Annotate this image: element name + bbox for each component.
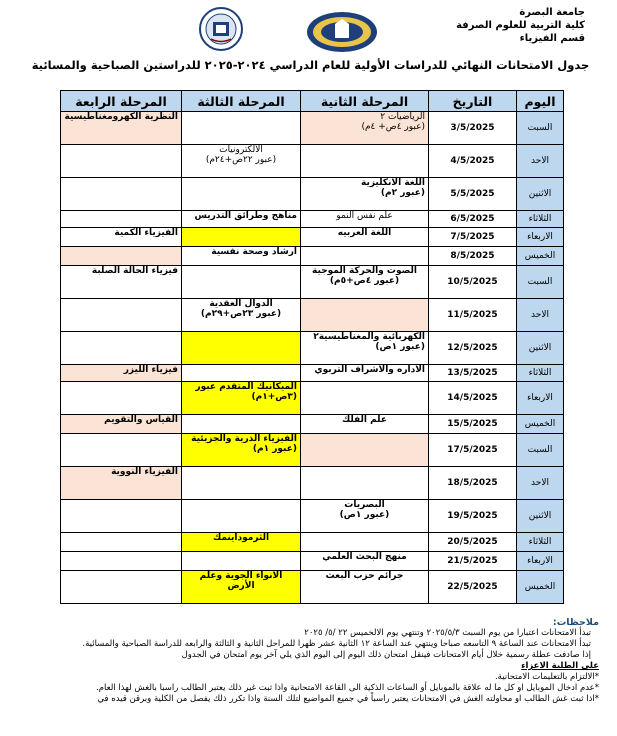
note-item: إذا صادفت عطلة رسمية خلال أيام الامتحانات فينقل امتحان ذلك اليوم إلى اليوم الذي يلي آخر يوم امتحان في الجدول (181, 650, 591, 660)
table-row (61, 533, 564, 552)
cell-date: 22/5/2025 (429, 571, 517, 604)
cell-stage4 (61, 552, 182, 571)
cell-stage2: الاداره والاشراف التربوي (301, 365, 429, 382)
cell-stage4 (61, 500, 182, 533)
cell-stage3: الميكانيك المتقدم عبور (٣ص+١م) (182, 382, 301, 415)
table-row (61, 299, 564, 332)
cell-stage2: الصوت والحركة الموجية (عبور ٤ص+٥م) (301, 266, 429, 299)
cell-date: 21/5/2025 (429, 552, 517, 571)
cell-stage2 (301, 247, 429, 266)
cell-stage3 (182, 178, 301, 211)
table-row (61, 434, 564, 467)
cell-date: 17/5/2025 (429, 434, 517, 467)
cell-stage2 (301, 382, 429, 415)
exam-schedule-table (60, 90, 564, 604)
cell-stage3 (182, 500, 301, 533)
cell-day: السبت (517, 434, 564, 467)
cell-date: 20/5/2025 (429, 533, 517, 552)
cell-stage4: الفيزياء النووية (61, 467, 182, 500)
cell-date: 6/5/2025 (429, 211, 517, 228)
cell-day: السبت (517, 266, 564, 299)
cell-day: الثلاثاء (517, 365, 564, 382)
cell-day: الاربعاء (517, 382, 564, 415)
table-row (61, 266, 564, 299)
cell-stage4: النظرية الكهرومغناطيسية (61, 112, 182, 145)
cell-date: 13/5/2025 (429, 365, 517, 382)
cell-day: السبت (517, 112, 564, 145)
cell-day: الاربعاء (517, 552, 564, 571)
cell-stage3 (182, 467, 301, 500)
cell-stage4 (61, 382, 182, 415)
note-item: تبدأ الامتحانات عند الساعة ٩ التاسعه صباحا وينتهي عند الساعة ١٢ الثانية عشر ظهرا للمراحل الثانية و الثالثة والرابعه للدراسة الصباحية والمسائية. (82, 639, 591, 649)
university-logo (197, 6, 245, 52)
college-logo (305, 10, 379, 54)
cell-stage2: جرائم حزب البعث (301, 571, 429, 604)
cell-day: الثلاثاء (517, 211, 564, 228)
cell-date: 5/5/2025 (429, 178, 517, 211)
cell-date: 15/5/2025 (429, 415, 517, 434)
header-date: التاريخ (429, 91, 517, 112)
cell-day: الاثنين (517, 178, 564, 211)
cell-day: الاثنين (517, 332, 564, 365)
table-row (61, 178, 564, 211)
cell-stage3: الدوال العقدية (عبور ٢٣ص+٢٩م) (182, 299, 301, 332)
cell-day: الاحد (517, 299, 564, 332)
cell-date: 7/5/2025 (429, 228, 517, 247)
table-body (61, 112, 564, 604)
cell-stage4 (61, 211, 182, 228)
header-day: اليوم (517, 91, 564, 112)
notes-label: ملاحظات: (552, 617, 599, 628)
cell-date: 10/5/2025 (429, 266, 517, 299)
cell-stage3 (182, 266, 301, 299)
cell-stage3 (182, 228, 301, 247)
department-name: قسم الفيزياء (519, 33, 585, 44)
cell-day: الاحد (517, 145, 564, 178)
cell-stage4 (61, 299, 182, 332)
cell-stage3: الثرموداينمك (182, 533, 301, 552)
cell-stage3: الالكترونيات (عبور ٢٢ص+٢٤م) (182, 145, 301, 178)
cell-date: 3/5/2025 (429, 112, 517, 145)
table-row (61, 228, 564, 247)
table-row (61, 145, 564, 178)
cell-date: 19/5/2025 (429, 500, 517, 533)
cell-stage4: فيزياء الحالة الصلبة (61, 266, 182, 299)
cell-stage2 (301, 145, 429, 178)
cell-stage4 (61, 332, 182, 365)
cell-day: الاحد (517, 467, 564, 500)
cell-stage4 (61, 145, 182, 178)
notes-section (14, 617, 599, 705)
cell-day: الخميس (517, 415, 564, 434)
cell-stage4 (61, 247, 182, 266)
header-stage2: المرحلة الثانية (301, 91, 429, 112)
college-name: كلية التربية للعلوم الصرفة (456, 20, 585, 31)
cell-day: الاثنين (517, 500, 564, 533)
cell-stage4 (61, 571, 182, 604)
student-note-item: *عدم ادخال الموبايل او كل ما له علاقة بالموبايل أو الساعات الذكية الى القاعة الامتحانية واذا ثبت غير ذلك يعتبر الطالب راسبا بالغش لهذا العام. (96, 683, 599, 693)
cell-stage4 (61, 434, 182, 467)
table-row (61, 571, 564, 604)
cell-stage2 (301, 434, 429, 467)
cell-stage2 (301, 467, 429, 500)
cell-day: الخميس (517, 247, 564, 266)
page-title: جدول الامتحانات النهائي للدراسات الأولية للعام الدراسي ٢٠٢٤-٢٠٢٥ للدراستين الصباحية والمسائية (31, 58, 590, 72)
cell-date: 11/5/2025 (429, 299, 517, 332)
cell-date: 12/5/2025 (429, 332, 517, 365)
cell-stage2: منهج البحث العلمي (301, 552, 429, 571)
cell-date: 8/5/2025 (429, 247, 517, 266)
cell-day: الاربعاء (517, 228, 564, 247)
cell-stage3 (182, 112, 301, 145)
cell-stage2: اللغة العربيه (301, 228, 429, 247)
cell-stage4: الفيزياء الكمية (61, 228, 182, 247)
student-note-item: *اذا ثبت غش الطالب او محاولته الغش في الامتحانات يعتبر راسباً في جميع المواضيع لتلك السنة واذا تكرر ذلك يفصل من الكلية وبرقن قيده في (97, 694, 599, 704)
header-stage3: المرحلة الثالثة (182, 91, 301, 112)
cell-stage3 (182, 332, 301, 365)
table-row (61, 467, 564, 500)
cell-stage2: البصريات (عبور ١ص) (301, 500, 429, 533)
cell-stage3 (182, 552, 301, 571)
table-row (61, 247, 564, 266)
cell-stage2 (301, 533, 429, 552)
cell-stage3: مناهج وطرائق التدريس (182, 211, 301, 228)
students-heading: على الطلبة الاعزاء (521, 661, 599, 671)
table-row (61, 211, 564, 228)
table-row (61, 112, 564, 145)
note-item: تبدأ الامتحانات اعتبارا من يوم السبت ٢٠٢٥/٥/٣ وتنتهي يوم الالخميس ٢٢ /٥/ ٢٠٢٥ (304, 628, 591, 638)
cell-stage2: اللغة الانكليزية (عبور ٢م) (301, 178, 429, 211)
cell-stage4 (61, 178, 182, 211)
cell-date: 4/5/2025 (429, 145, 517, 178)
cell-stage3: ارشاد وصحة نفسية (182, 247, 301, 266)
table-row (61, 415, 564, 434)
cell-stage2: الرياضيات ٢ (عبور ٤ص+ ٤م) (301, 112, 429, 145)
header-stage4: المرحلة الرابعة (61, 91, 182, 112)
cell-stage3: الفيزياء الذرية والجزيئية (عبور ١م) (182, 434, 301, 467)
cell-day: الثلاثاء (517, 533, 564, 552)
table-header-row (61, 91, 564, 112)
cell-stage2: الكهربائية والمغناطيسية٢ (عبور ١ص) (301, 332, 429, 365)
cell-date: 18/5/2025 (429, 467, 517, 500)
table-row (61, 382, 564, 415)
cell-stage3: الانواء الجوية وعلم الأرض (182, 571, 301, 604)
table-row (61, 332, 564, 365)
table-row (61, 500, 564, 533)
cell-stage2 (301, 299, 429, 332)
table-row (61, 552, 564, 571)
institution-header (456, 6, 585, 45)
cell-stage3 (182, 415, 301, 434)
cell-stage2: علم الفلك (301, 415, 429, 434)
cell-stage4: القياس والتقويم (61, 415, 182, 434)
table-row (61, 365, 564, 382)
student-note-item: *الالتزام بالتعليمات الامتحانية. (494, 672, 599, 682)
cell-date: 14/5/2025 (429, 382, 517, 415)
university-name: جامعة البصرة (519, 7, 585, 18)
cell-stage2: علم نفس النمو (301, 211, 429, 228)
cell-stage4: فيزياء الليزر (61, 365, 182, 382)
cell-day: الخميس (517, 571, 564, 604)
cell-stage3 (182, 365, 301, 382)
cell-stage4 (61, 533, 182, 552)
